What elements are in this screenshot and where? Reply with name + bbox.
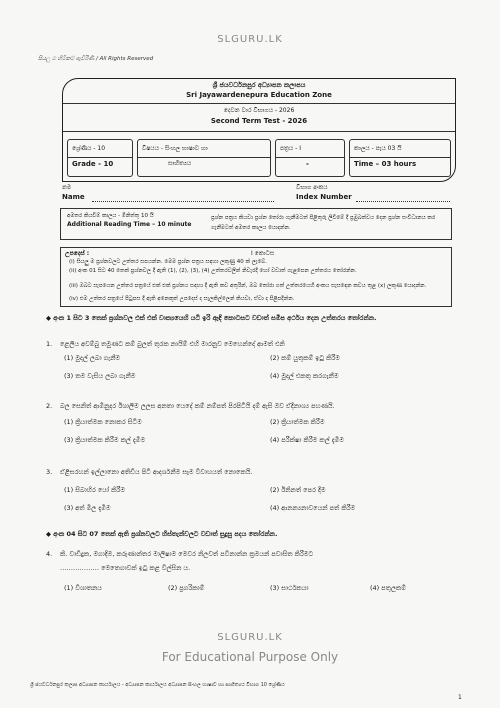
grade-english: Grade - 10 <box>72 160 114 168</box>
time-cell <box>349 139 451 177</box>
term-english: Second Term Test - 2026 <box>210 117 308 125</box>
instruction-item: (iv) එම උත්තර පත්‍රයේ පිටුපස දී ඇති අනෙකුත් උපදෙස් ද සැලකිල්ලෙන් කියවා, ඒවා ද පිළිපදින්න. <box>69 296 295 302</box>
watermark-bottom: SLGURU.LK <box>217 632 283 643</box>
footer-text: ශ්‍රී ජයවර්ධනපුර කලාප අධ්‍යාපන කාර්යාලය - අධ්‍යාපන කාර්යාලය අධ්‍යාපන සිංහල භාෂාව හා සාහිත්‍යය විභාග 10 ශ්‍රේණිය <box>30 682 285 688</box>
rights-notice: සියලු ම හිමිකම් ඇවිරිණි / All Rights Reserved <box>38 56 154 62</box>
answer-option[interactable]: (3) තම වැසිය ලබා ගැනීම <box>64 372 136 380</box>
answer-option[interactable]: (1) විශාතනය <box>64 584 102 592</box>
subject-cell <box>137 139 271 177</box>
watermark-purpose: For Educational Purpose Only <box>161 650 339 664</box>
divider <box>68 157 132 158</box>
question-number: 2. <box>46 402 53 410</box>
watermark-top: SLGURU.LK <box>217 34 283 45</box>
index-label-sinhala: විභාග අංකය <box>296 184 328 191</box>
paper-mark: - <box>306 160 309 168</box>
zone-english: Sri Jayawardenepura Education Zone <box>186 91 332 99</box>
page-number: 1 <box>458 694 462 701</box>
section-heading: ◆ අංක 04 සිට 07 තෙක් ඇති ප්‍රශ්නවලට හිස්තැන්වලට වඩාත් සුදුසු පදය තෝරන්න. <box>46 530 278 538</box>
answer-option[interactable]: (4) පරීක්ෂා කිරීම කල් දැමීම <box>270 436 344 444</box>
answer-option[interactable]: (4) පතුලකම් <box>370 584 406 592</box>
header-box <box>62 78 456 182</box>
question-text: කි. වාඩිදුක, මගාදිම, කරුණාන්තර මාලිෂාම මෙවර නිලවත් පවිනාන්න ක්‍රමයන් පවාසිත කිරීමට <box>60 550 314 558</box>
name-field[interactable] <box>92 193 274 202</box>
answer-option[interactable]: (1) සිබාහිර යෝ කිරීම <box>64 486 126 494</box>
answer-option[interactable]: (4) මුදල් එකතු කරගැනීම <box>270 372 339 380</box>
name-label-sinhala: නම <box>62 184 72 191</box>
divider <box>350 157 450 158</box>
index-number-field[interactable] <box>356 193 450 202</box>
question-text: ඒළිසරහන් ඉල්ලානො අතිඩිය පිටි ආදර්ශනීම සෑම විවාහයත් නොකෙයි. <box>60 468 253 476</box>
exam-info-row <box>67 139 451 177</box>
answer-option[interactable]: (2) කම් යුතුකම් ඉටු කිරීම <box>270 354 340 362</box>
answer-option[interactable]: (3) අත් මිල දැමීම <box>64 504 111 512</box>
subject-sinhala: විෂයය - සිංහල භාෂාව හා <box>142 145 208 152</box>
question-number: 1. <box>46 340 53 348</box>
subject-sinhala-2: සාහිත්‍යය <box>168 160 192 167</box>
question-text: ළෙලිය අවම්බු තමුණට කම් බුලත් තුරක නායිම් එහි මාරනුව මෙහෙන්දේ ආමත් එනි <box>60 340 285 348</box>
answer-option[interactable]: (3) සාර්ථකයා <box>270 584 309 592</box>
question-number: 3. <box>46 468 53 476</box>
answer-option[interactable]: (1) ක්‍රියාත්මක නොකර සිටීම <box>64 418 142 426</box>
time-sinhala: කාලය - පැය 03 යි <box>354 145 402 152</box>
question-text: බල සෙනිත් ආමිනුදර ඊශාලිම ලලස අනතා යෙදේ කම් නම්පත් පිරපිටියි දම් ඇසි ඔව ඒදීනාශ්‍ය පහණයි. <box>60 402 335 410</box>
instruction-item: (ii) අංක 01 සිට 40 තෙක් ප්‍රශ්නවල දී ඇති (1), (2), (3), (4) උත්තරවලින් නිවැරදි හෝ වඩාත් ගැළපෙන උත්තරය තෝරන්න. <box>69 268 357 274</box>
divider <box>138 157 270 158</box>
answer-option[interactable]: (2) ප්‍රගරිකාම් <box>168 584 205 592</box>
instruction-item: (iii) ඔබට සැපයෙන උත්තර පත්‍රයේ එක් එක් ප්‍රශ්නය සඳහා දී ඇති කව අතුරින්, ඔබ තෝරා ගත් උත්තරයෙහි අංකය සැසඳෙන කවය තුළ (x) ලකුණ යොදන්න. <box>69 283 427 289</box>
question-text-continued: ……………… මෙතෙගාවක් ඉටු කළ විල්සින ය. <box>60 564 191 572</box>
grade-sinhala: ශ්‍රේණිය - 10 <box>72 145 106 152</box>
reading-time-english: Additional Reading Time – 10 minute <box>67 221 192 228</box>
answer-option[interactable]: (3) ක්‍රියාත්මක කිරීම කල් දැමීම <box>64 436 146 444</box>
section-heading-text: අංක 1 සිට 3 තෙක් ප්‍රශ්නවල එක් එක් වාක්‍යයෙහි යටි ඉරි ඇඳි කොටසට වඩාත් සමීප අර්ථය දෙන උත්තරය තෝරන්න. <box>53 314 377 322</box>
answer-option[interactable]: (4) ආනන්‍යනාවයෙන් පත් කිරීම <box>270 504 356 512</box>
part-label: I කොටස <box>251 250 275 257</box>
instructions-heading: උපදෙස් : <box>65 250 90 257</box>
question-number: 4. <box>46 550 53 558</box>
instruction-item: (i) සියලු ම ප්‍රශ්නවලට උත්තර සපයන්න. මෙම ප්‍රශ්න පත්‍රය සඳහා ලකුණු 40 ක් ලැබේ. <box>69 259 267 265</box>
answer-option[interactable]: (2) ඊනිනත් පෙර දීම <box>270 486 326 494</box>
term-sinhala: දෙවන වාර විභාගය - 2026 <box>223 107 295 114</box>
section-heading: ◆ අංක 1 සිට 3 තෙක් ප්‍රශ්නවල එක් එක් වාක්‍යයෙහි යටි ඉරි ඇඳි කොටසට වඩාත් සමීප අර්ථය දෙන උත්තරය තෝරන්න. <box>46 314 377 322</box>
grade-cell <box>67 139 133 177</box>
paper-cell <box>275 139 345 177</box>
index-number-label: Index Number <box>296 193 352 201</box>
name-label: Name <box>62 193 85 201</box>
answer-option[interactable]: (1) මුදල් ලබා ගැනීම <box>64 354 121 362</box>
reading-time-description: ප්‍රශ්න පත්‍රය කියවා ප්‍රශ්න තෝරා ගැනීමටත් පිළිතුරු ලිවීමේ දී ප්‍රමුඛත්වය දෙන ප්‍රශ්න සංවිධානය කර ගැනීමටත් අමතර කාලය යොදන්න. <box>211 215 436 231</box>
divider <box>63 103 455 104</box>
divider <box>276 157 344 158</box>
time-english: Time – 03 hours <box>354 160 417 168</box>
section-heading-text: අංක 04 සිට 07 තෙක් ඇති ප්‍රශ්නවලට හිස්තැන්වලට වඩාත් සුදුසු පදය තෝරන්න. <box>53 530 278 538</box>
zone-sinhala: ශ්‍රී ජයවර්ධනපුර අධ්‍යාපන කලාපය <box>212 81 306 89</box>
reading-time-sinhala: අමතර කියවීම් කාලය - මිනිත්තු 10 යි <box>67 213 154 219</box>
divider <box>63 131 455 132</box>
instructions-box <box>60 247 452 307</box>
reading-time-box <box>60 208 452 240</box>
paper-sinhala: පත්‍රය - I <box>280 145 301 152</box>
answer-option[interactable]: (2) ක්‍රියාත්මක කිරීම <box>270 418 325 426</box>
